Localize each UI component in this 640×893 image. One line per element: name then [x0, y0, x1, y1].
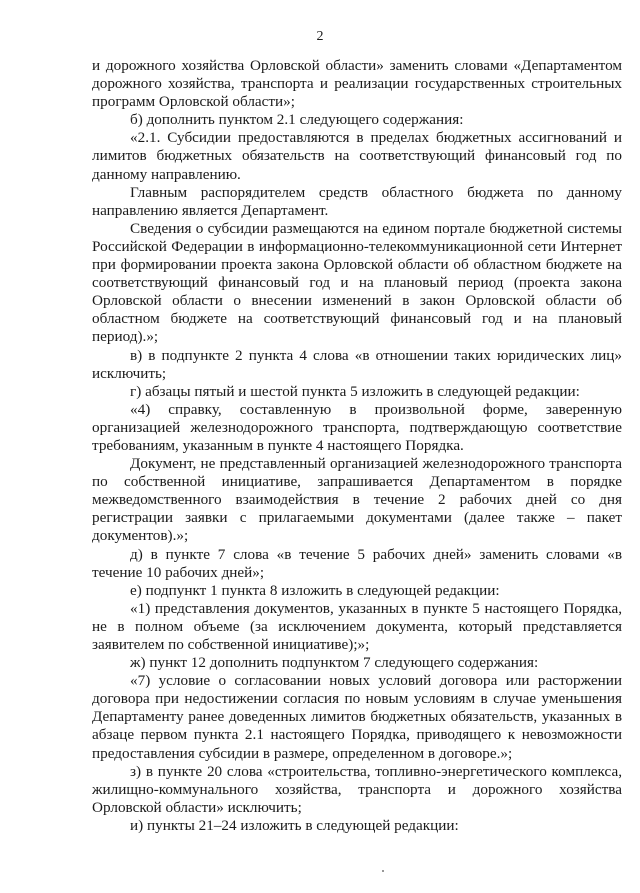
paragraph-6: в) в подпункте 2 пункта 4 слова «в отношении таких юридических лиц» исключить; — [92, 346, 622, 382]
paragraph-15: з) в пункте 20 слова «строительства, топливно-энергетического комплекса, жилищно-коммунального хозяйства, транспорта и дорожного хозяйства Орловской области» исключить; — [92, 762, 622, 816]
paragraph-8: «4) справку, составленную в произвольной форме, заверенную организацией железнодорожного транспорта, подтверждающую соответствие требованиям, указанным в пункте 4 настоящего Порядка. — [92, 400, 622, 454]
paragraph-9: Документ, не представленный организацией железнодорожного транспорта по собственной инициативе, запрашивается Департаментом в порядке межведомственного взаимодействия в течение 2 рабочих дней со дня регистрации заявки с прилагаемыми документами (далее также – пакет документов).»; — [92, 455, 622, 545]
paragraph-13: ж) пункт 12 дополнить подпунктом 7 следующего содержания: — [130, 654, 539, 672]
paragraph-3: «2.1. Субсидии предоставляются в пределах бюджетных ассигнований и лимитов бюджетных обязательств на соответствующий финансовый год по данному направлению. — [92, 129, 622, 183]
paragraph-2: б) дополнить пунктом 2.1 следующего содержания: — [130, 111, 464, 129]
paragraph-16: и) пункты 21–24 изложить в следующей редакции: — [130, 816, 459, 834]
paragraph-14: «7) условие о согласовании новых условий договора или расторжении договора при недостижении согласия по новым условиям в случае уменьшения Департаменту ранее доведенных лимитов бюджетных обязательств, указанных в абзаце первом пункта 2.1 настоящего Порядка, приводящего к невозможности предоставления субсидии в размере, определенном в договоре.»; — [92, 672, 622, 762]
page-number: 2 — [316, 29, 324, 44]
paragraph-4: Главным распорядителем средств областного бюджета по данному направлению является Департамент. — [92, 183, 622, 219]
scan-speck — [382, 870, 384, 872]
paragraph-11: е) подпункт 1 пункта 8 изложить в следующей редакции: — [130, 581, 500, 599]
paragraph-12: «1) представления документов, указанных в пункте 5 настоящего Порядка, не в полном объеме (за исключением документа, который представляется заявителем по собственной инициативе);»; — [92, 599, 622, 653]
paragraph-10: д) в пункте 7 слова «в течение 5 рабочих дней» заменить словами «в течение 10 рабочих дней»; — [92, 545, 622, 581]
document-body — [92, 57, 622, 835]
paragraph-5: Сведения о субсидии размещаются на едином портале бюджетной системы Российской Федерации в информационно-телекоммуникационной сети Интернет при формировании проекта закона Орловской области об областном бюджете на соответствующий финансовый год и на плановый период (проекта закона Орловской области о внесении изменений в закон Орловской области об областном бюджете на соответствующий финансовый год и на плановый период).»; — [92, 219, 622, 346]
paragraph-7: г) абзацы пятый и шестой пункта 5 изложить в следующей редакции: — [130, 382, 580, 400]
paragraph-1: и дорожного хозяйства Орловской области» заменить словами «Департаментом дорожного хозяйства, транспорта и реализации государственных строительных программ Орловской области»; — [92, 57, 622, 111]
